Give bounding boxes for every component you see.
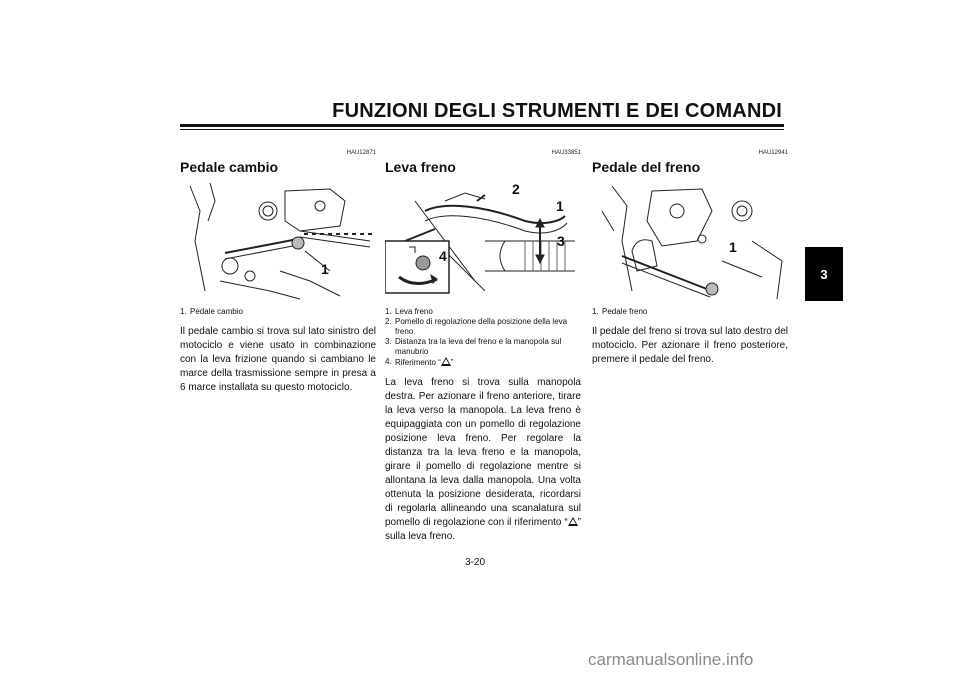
body-paragraph: Il pedale cambio si trova sul lato sinistro del motociclo e viene usato in combinazione con la leva frizione quando si cambiano le marce della trasmissione sempre in presa a 6 marce installata su questo motociclo.	[180, 326, 376, 393]
reference-triangle-icon	[568, 517, 578, 526]
chapter-tab	[805, 247, 843, 301]
header-rule	[180, 124, 784, 127]
caption-text: Pedale freno	[602, 307, 648, 316]
section-heading: Pedale cambio	[180, 159, 279, 175]
caption-text: Distanza tra la leva del freno e la manopola sul manubrio	[395, 337, 562, 356]
section-code: HAU12871	[346, 150, 376, 156]
section-brake-pedal	[592, 150, 788, 367]
caption-number: 4.	[385, 357, 392, 366]
caption-text-after: ”	[450, 358, 454, 367]
body-paragraph: Il pedale del freno si trova sul lato destro del motociclo. Per azionare il freno posteriore, premere il pedale del freno.	[592, 326, 788, 365]
caption-text-before: Riferimento “	[395, 358, 441, 367]
brake-pedal-illustration	[592, 181, 788, 301]
caption-text	[395, 357, 453, 368]
caption-number: 1.	[592, 307, 599, 316]
caption-number: 1.	[385, 307, 392, 316]
caption-item	[180, 307, 376, 317]
callout-4: 4	[439, 248, 447, 264]
figure-caption	[592, 307, 788, 317]
caption-item	[592, 307, 788, 317]
body-text-end-after: ” sulla leva freno.	[385, 517, 581, 542]
shift-pedal-illustration	[180, 181, 376, 301]
caption-text: Pomello di regolazione della posizione della leva freno	[395, 317, 568, 336]
section-heading: Leva freno	[385, 159, 456, 175]
callout-1: 1	[729, 239, 737, 255]
reference-triangle-icon	[441, 357, 451, 366]
caption-item	[385, 307, 581, 317]
callout-1: 1	[556, 198, 564, 214]
caption-item	[385, 337, 581, 357]
chapter-tab-label: 3	[820, 266, 828, 282]
body-paragraph	[385, 376, 581, 544]
page-number: 3-20	[465, 557, 486, 568]
section-code: HAU12941	[758, 150, 788, 156]
caption-number: 3.	[385, 337, 392, 346]
section-heading: Pedale del freno	[592, 159, 701, 175]
section-shift-pedal	[180, 150, 376, 395]
section-brake-lever	[385, 150, 581, 544]
figure-caption	[180, 307, 376, 317]
body-text-end-before: riferimento “	[514, 517, 568, 528]
figure-caption	[385, 307, 581, 368]
header-rule-thin	[180, 129, 784, 130]
caption-number: 2.	[385, 317, 392, 326]
brake-lever-illustration	[385, 181, 581, 301]
callout-1: 1	[321, 261, 329, 277]
callout-2: 2	[512, 181, 520, 197]
caption-number: 1.	[180, 307, 187, 316]
body-text-main: La leva freno si trova sulla manopola destra. Per azionare il freno anteriore, tirare la leva verso la manopola. La leva freno è equipaggiata con un pomello di regolazione posizione leva freno. Per regolare la distanza tra la leva freno e la manopola, girare il pomello di regolazione mentre si allontana la leva dalla manopola. Una volta ottenuta la posizione desiderata, ricordarsi di regolarla allineando una scanalatura sul pomello di regolazione con il	[385, 377, 581, 528]
caption-text: Pedale cambio	[190, 307, 243, 316]
watermark: carmanualsonline.info	[588, 650, 754, 669]
section-code: HAU33851	[551, 150, 581, 156]
caption-item	[385, 357, 581, 368]
caption-text: Leva freno	[395, 307, 433, 316]
page-title: FUNZIONI DEGLI STRUMENTI E DEI COMANDI	[332, 100, 782, 122]
callout-3: 3	[557, 233, 565, 249]
caption-item	[385, 317, 581, 337]
